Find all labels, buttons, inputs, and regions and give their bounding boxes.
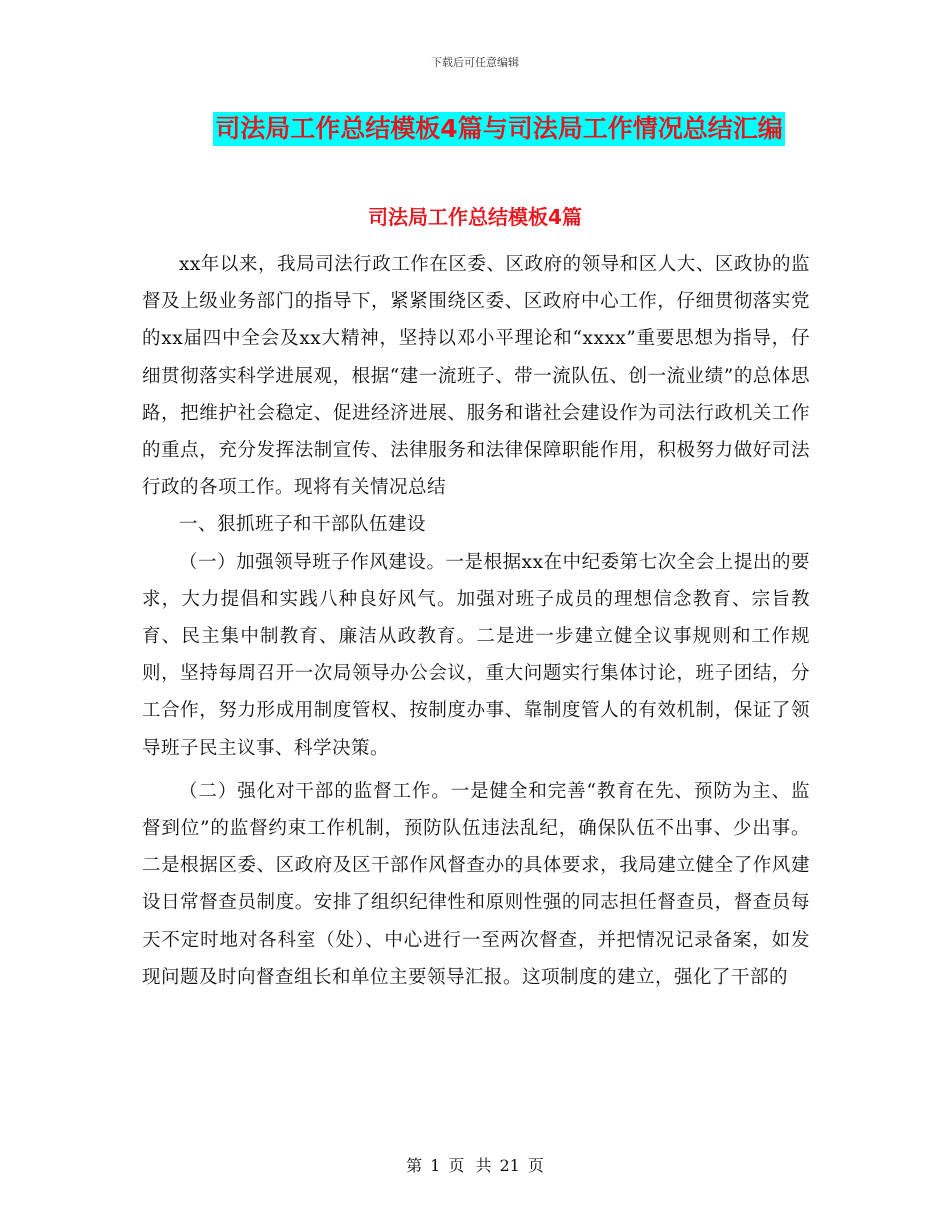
document-body (142, 246, 810, 996)
paragraph-supervision: （二）强化对干部的监督工作。一是健全和完善“教育在先、预防为主、监督到位”的监督约束工作机制，预防队伍违法乱纪，确保队伍不出事、少出事。二是根据区委、区政府及区干部作风督查办的具体要求，我局建立健全了作风建设日常督查员制度。安排了组织纪律性和原则性强的同志担任督查员，督查员每天不定时地对各科室（处）、中心进行一至两次督查，并把情况记录备案，如发现问题及时向督查组长和单位主要领导汇报。这项制度的建立，强化了干部的 (142, 780, 810, 988)
section-title: 司法局工作总结模板4篇 (368, 205, 582, 229)
main-title-container (0, 112, 950, 146)
page-footer (0, 1153, 950, 1176)
page-header-note: 下载后可任意编辑 (431, 56, 519, 69)
paragraph-leadership: （一）加强领导班子作风建设。一是根据xx在中纪委第七次全会上提出的要求，大力提倡和实践八种良好风气。加强对班子成员的理想信念教育、宗旨教育、民主集中制教育、廉洁从政教育。二是进一步建立健全议事规则和工作规则，坚持每周召开一次局领导办公会议，重大问题实行集体讨论，班子团结，分工合作，努力形成用制度管权、按制度办事、靠制度管人的有效机制，保证了领导班子民主议事、科学决策。 (142, 551, 810, 759)
footer-suffix: 页 (527, 1156, 544, 1175)
document-main-title: 司法局工作总结模板4篇与司法局工作情况总结汇编 (213, 112, 784, 146)
footer-page-number: 1 (430, 1156, 441, 1175)
footer-prefix: 第 (406, 1156, 423, 1175)
paragraph-intro: xx年以来，我局司法行政工作在区委、区政府的领导和区人大、区政协的监督及上级业务部门的指导下，紧紧围绕区委、区政府中心工作，仔细贯彻落实党的xx届四中全会及xx大精神，坚持以邓小平理论和“xxxx”重要思想为指导，仔细贯彻落实科学进展观，根据“建一流班子、带一流队伍、创一流业绩”的总体思路，把维护社会稳定、促进经济进展、服务和谐社会建设作为司法行政机关工作的重点，充分发挥法制宣传、法律服务和法律保障职能作用，积极努力做好司法行政的各项工作。现将有关情况总结 (142, 254, 810, 499)
footer-total-pages: 21 (499, 1156, 520, 1175)
footer-middle: 页 共 (448, 1156, 492, 1175)
paragraph-heading-1: 一、狠抓班子和干部队伍建设 (179, 514, 427, 536)
